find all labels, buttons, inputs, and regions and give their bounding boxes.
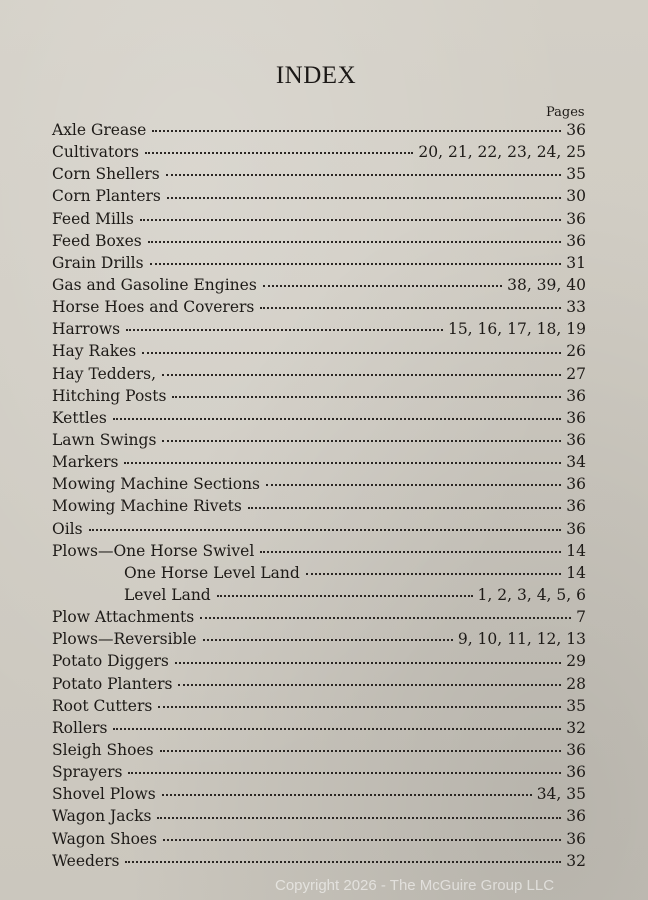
index-entry [52,274,586,296]
entry-pages: 26 [566,342,586,361]
index-entry [52,783,586,805]
entry-label: Mowing Machine Sections [52,475,261,494]
entry-label: Shovel Plows [52,785,156,804]
dot-leader [160,750,562,752]
dot-leader [163,839,561,841]
index-entry [52,761,586,783]
index-entry [52,340,586,362]
index-entry [52,828,586,850]
entry-pages: 36 [566,829,586,848]
dot-leader [306,573,561,575]
entry-pages: 28 [566,674,586,693]
dot-leader [175,662,561,664]
dot-leader [145,152,413,154]
entry-label: Potato Diggers [52,652,169,671]
entry-pages: 36 [566,740,586,759]
dot-leader [128,772,561,774]
index-entry [52,451,586,473]
index-entry [52,584,586,606]
entry-label: Sprayers [52,763,123,782]
index-entry [52,296,586,318]
index-entry [52,695,586,717]
entry-label: Hitching Posts [52,386,167,405]
entry-pages: 31 [566,253,586,272]
entry-pages: 36 [566,763,586,782]
entry-pages: 36 [566,121,586,139]
index-entry [52,650,586,672]
dot-leader [263,285,502,287]
entry-label: Grain Drills [52,253,144,272]
entry-pages: 33 [566,298,586,317]
index-entry [52,407,586,429]
entry-pages: 34, 35 [536,785,586,804]
entry-pages: 20, 21, 22, 23, 24, 25 [418,143,586,162]
entry-label: Markers [52,453,119,472]
dot-leader [158,706,561,708]
entry-label: Hay Rakes [52,342,137,361]
index-entry [52,518,586,540]
entry-pages: 9, 10, 11, 12, 13 [457,630,586,649]
entry-pages: 36 [566,807,586,826]
page-title: INDEX [275,62,357,89]
entry-label: Feed Mills [52,209,134,228]
dot-leader [113,418,561,420]
entry-pages: 36 [566,497,586,516]
index-entry [52,717,586,739]
entry-pages: 7 [576,608,586,627]
index-list [52,119,586,872]
index-entry [52,163,586,185]
index-entry [52,673,586,695]
index-entry [52,208,586,230]
index-entry [52,185,586,207]
dot-leader [125,861,561,863]
index-entry [52,230,586,252]
index-entry [52,318,586,340]
entry-label: Kettles [52,408,107,427]
entry-label: Plows—One Horse Swivel [52,541,255,560]
entry-label: Plows—Reversible [52,630,197,649]
dot-leader [152,130,561,132]
entry-label: Level Land [124,585,211,604]
index-entry [52,119,586,141]
dot-leader [266,484,561,486]
entry-pages: 36 [566,519,586,538]
dot-leader [150,263,562,265]
entry-pages: 14 [566,563,586,582]
index-entry [52,739,586,761]
entry-pages: 27 [566,364,586,383]
dot-leader [162,374,561,376]
entry-label: Sleigh Shoes [52,740,154,759]
index-entry [52,363,586,385]
entry-label: One Horse Level Land [124,563,300,582]
entry-pages: 35 [566,165,586,184]
index-entry [52,606,586,628]
dot-leader [148,241,562,243]
dot-leader [260,307,561,309]
entry-label: Root Cutters [52,696,153,715]
entry-pages: 1, 2, 3, 4, 5, 6 [477,585,586,604]
entry-label: Hay Tedders, [52,364,157,383]
dot-leader [172,396,561,398]
entry-pages: 32 [566,718,586,737]
entry-pages: 32 [566,851,586,870]
entry-label: Corn Shellers [52,165,160,184]
dot-leader [200,617,571,619]
entry-pages: 35 [566,696,586,715]
dot-leader [167,197,561,199]
dot-leader [89,529,562,531]
entry-label: Corn Planters [52,187,161,206]
index-entry [52,141,586,163]
entry-label: Cultivators [52,143,139,162]
dot-leader [248,507,561,509]
entry-pages: 34 [566,453,586,472]
entry-label: Rollers [52,718,108,737]
index-entry [52,429,586,451]
entry-pages: 15, 16, 17, 18, 19 [447,320,586,339]
index-entry [52,850,586,872]
index-entry [52,252,586,274]
entry-label: Gas and Gasoline Engines [52,275,257,294]
entry-pages: 36 [566,231,586,250]
entry-label: Mowing Machine Rivets [52,497,242,516]
dot-leader [124,462,561,464]
dot-leader [162,794,532,796]
index-entry [52,562,586,584]
entry-pages: 29 [566,652,586,671]
dot-leader [260,551,561,553]
entry-label: Axle Grease [52,121,147,139]
index-entry [52,473,586,495]
entry-pages: 36 [566,475,586,494]
dot-leader [162,440,561,442]
entry-label: Lawn Swings [52,430,157,449]
dot-leader [142,352,561,354]
entry-pages: 36 [566,386,586,405]
entry-pages: 36 [566,209,586,228]
entry-label: Potato Planters [52,674,173,693]
copyright-watermark: Copyright 2026 - The McGuire Group LLC [275,877,555,894]
entry-pages: 14 [566,541,586,560]
entry-pages: 36 [566,408,586,427]
entry-label: Harrows [52,320,121,339]
dot-leader [140,219,561,221]
index-entry [52,628,586,650]
entry-pages: 36 [566,430,586,449]
entry-label: Feed Boxes [52,231,142,250]
index-entry [52,805,586,827]
index-entry [52,385,586,407]
dot-leader [203,639,453,641]
index-entry [52,495,586,517]
entry-label: Plow Attachments [52,608,195,627]
entry-label: Wagon Jacks [52,807,152,826]
dot-leader [157,817,561,819]
dot-leader [126,329,443,331]
dot-leader [166,174,562,176]
entry-label: Wagon Shoes [52,829,158,848]
entry-label: Weeders [52,851,120,870]
entry-pages: 38, 39, 40 [507,275,586,294]
entry-pages: 30 [566,187,586,206]
dot-leader [217,595,473,597]
dot-leader [113,728,561,730]
index-entry [52,540,586,562]
pages-column-header: Pages [546,105,585,120]
entry-label: Oils [52,519,83,538]
entry-label: Horse Hoes and Coverers [52,298,255,317]
dot-leader [178,684,561,686]
